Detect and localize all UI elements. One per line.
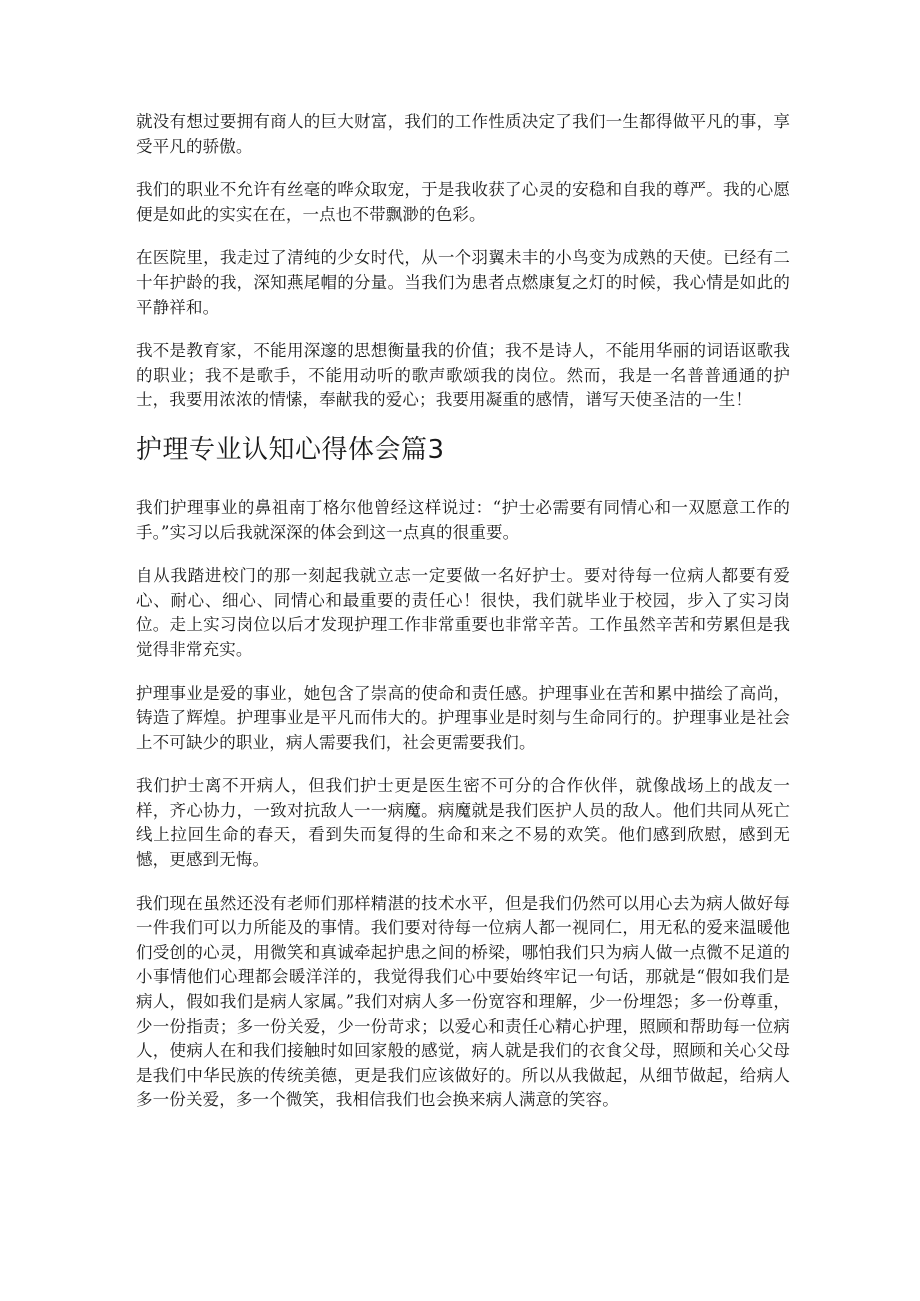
paragraph: 我不是教育家，不能用深邃的思想衡量我的价值；我不是诗人，不能用华丽的词语讴歌我的职业；我不是歌手，不能用动听的歌声歌颂我的岗位。然而，我是一名普普通通的护士，我要用浓浓的情愫，奉献我的爱心；我要用凝重的感情，谱写天使圣洁的一生！ bbox=[136, 341, 790, 410]
paragraph: 自从我踏进校门的那一刻起我就立志一定要做一名好护士。要对待每一位病人都要有爱心、耐心、细心、同情心和最重要的责任心！很快，我们就毕业于校园，步入了实习岗位。走上实习岗位以后才发现护理工作非常重要也非常辛苦。工作虽然辛苦和劳累但是我觉得非常充实。 bbox=[136, 566, 790, 659]
paragraph: 我们现在虽然还没有老师们那样精湛的技术水平，但是我们仍然可以用心去为病人做好每一件我们可以力所能及的事情。我们要对待每一位病人都一视同仁，用无私的爱来温暖他们受创的心灵，用微笑和真诚牵起护患之间的桥梁，哪怕我们只为病人做一点微不足道的小事情他们心理都会暖洋洋的，我觉得我们心中要始终牢记一句话，那就是“假如我们是病人，假如我们是病人家属。”我们对病人多一份宽容和理解，少一份埋怨；多一份尊重，少一份指责；多一份关爱，少一份苛求；以爱心和责任心精心护理，照顾和帮助每一位病人，使病人在和我们接触时如回家般的感觉，病人就是我们的衣食父母，照顾和关心父母是我们中华民族的传统美德，更是我们应该做好的。所以从我做起，从细节做起，给病人多一份关爱，多一个微笑，我相信我们也会换来病人满意的笑容。 bbox=[136, 893, 790, 1110]
section-heading: 护理专业认知心得体会篇3 bbox=[136, 434, 445, 465]
paragraph: 我们的职业不允许有丝毫的哗众取宠，于是我收获了心灵的安稳和自我的尊严。我的心愿便是如此的实实在在，一点也不带飘渺的色彩。 bbox=[136, 180, 790, 224]
paragraph: 就没有想过要拥有商人的巨大财富，我们的工作性质决定了我们一生都得做平凡的事，享受平凡的骄傲。 bbox=[136, 112, 790, 156]
document-page bbox=[136, 110, 790, 1132]
paragraph: 护理事业是爱的事业，她包含了崇高的使命和责任感。护理事业在苦和累中描绘了高尚，铸造了辉煌。护理事业是平凡而伟大的。护理事业是时刻与生命同行的。护理事业是社会上不可缺少的职业，病人需要我们，社会更需要我们。 bbox=[136, 683, 790, 752]
paragraph: 我们护士离不开病人，但我们护士更是医生密不可分的合作伙伴，就像战场上的战友一样，齐心协力，一致对抗敌人一一病魔。病魔就是我们医护人员的敌人。他们共同从死亡线上拉回生命的春天，看到失而复得的生命和来之不易的欢笑。他们感到欣慰，感到无憾，更感到无悔。 bbox=[136, 776, 790, 870]
paragraph: 我们护理事业的鼻祖南丁格尔他曾经这样说过：“护士必需要有同情心和一双愿意工作的手。”实习以后我就深深的体会到这一点真的很重要。 bbox=[136, 497, 790, 542]
paragraph: 在医院里，我走过了清纯的少女时代，从一个羽翼未丰的小鸟变为成熟的天使。已经有二十年护龄的我，深知燕尾帽的分量。当我们为患者点燃康复之灯的时候，我心情是如此的平静祥和。 bbox=[136, 248, 790, 317]
